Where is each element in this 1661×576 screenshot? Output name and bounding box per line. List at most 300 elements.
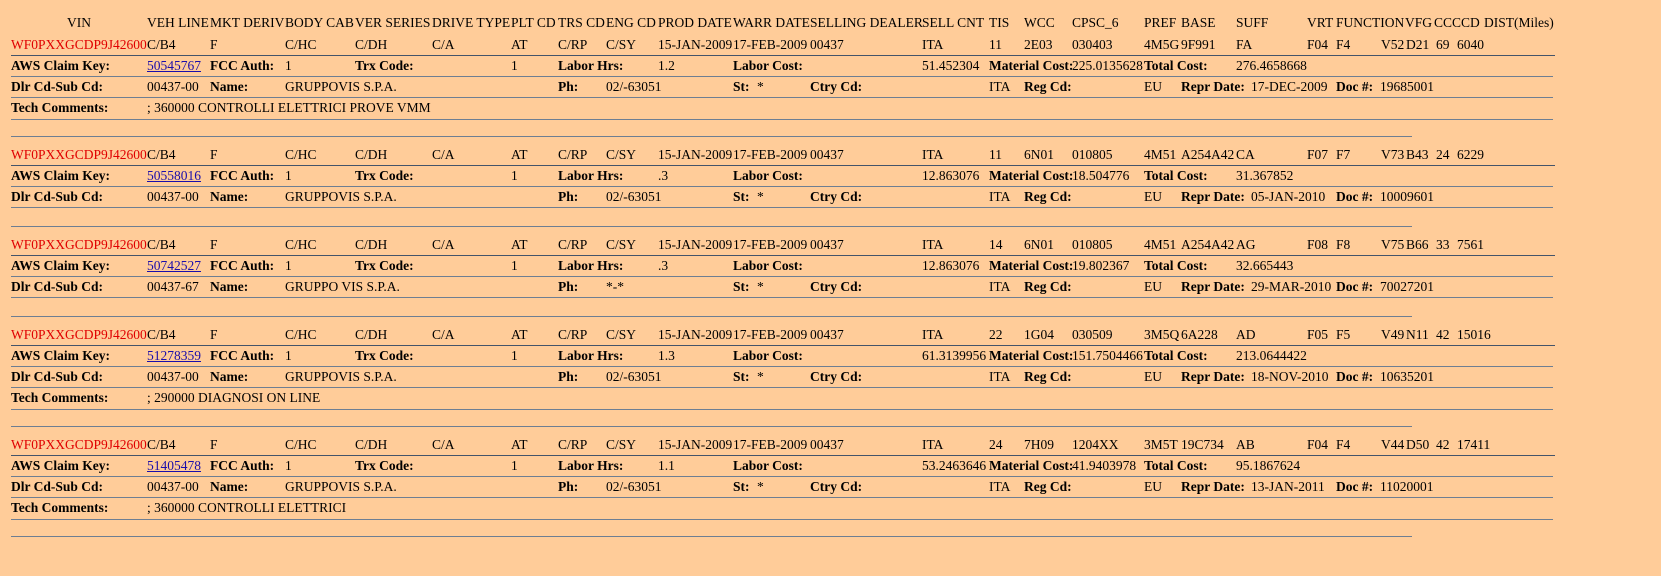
fcc-auth-value: 1 xyxy=(285,258,292,273)
record-dist: 7561 xyxy=(1457,237,1484,252)
record-mkt-deriv: F xyxy=(210,437,218,452)
record-trs-cd: C/RP xyxy=(558,327,588,342)
record-separator xyxy=(11,536,1412,537)
record-cpsc: 030509 xyxy=(1072,327,1113,342)
aws-claim-key-label: AWS Claim Key: xyxy=(11,258,110,273)
row-divider xyxy=(11,409,1553,410)
labor-hrs-value: .3 xyxy=(658,258,669,273)
record-wcc: 1G04 xyxy=(1024,327,1054,342)
material-cost-label: Material Cost: xyxy=(989,458,1074,473)
record-cd: 42 xyxy=(1436,327,1450,342)
record-plt-cd: AT xyxy=(511,327,528,342)
record-ccc: D21 xyxy=(1406,37,1430,52)
record-veh-line: C/B4 xyxy=(147,327,176,342)
dlr-cd-sub-cd-label: Dlr Cd-Sub Cd: xyxy=(11,479,104,494)
doc-no-value: 19685001 xyxy=(1380,79,1434,94)
record-pref: 3M5T xyxy=(1144,437,1178,452)
ctry-cd-label: Ctry Cd: xyxy=(810,279,863,294)
dealer-name-value: GRUPPOVIS S.P.A. xyxy=(285,189,397,204)
reg-cd-label: Reg Cd: xyxy=(1024,369,1072,384)
row-divider xyxy=(11,345,1555,346)
record-vfg: V49 xyxy=(1381,327,1405,342)
column-header: BASE xyxy=(1181,15,1216,30)
doc-no-label: Doc #: xyxy=(1336,79,1374,94)
column-header: PREF xyxy=(1144,15,1177,30)
total-cost-label: Total Cost: xyxy=(1144,58,1208,73)
record-cd: 33 xyxy=(1436,237,1450,252)
aws-claim-key-label: AWS Claim Key: xyxy=(11,348,110,363)
total-cost-label: Total Cost: xyxy=(1144,348,1208,363)
fcc-auth-label: FCC Auth: xyxy=(210,348,275,363)
record-vfg: V44 xyxy=(1381,437,1405,452)
phone-value: 02/-63051 xyxy=(606,369,662,384)
row-divider xyxy=(11,455,1555,456)
repr-date-label: Repr Date: xyxy=(1181,479,1245,494)
doc-no-value: 10009601 xyxy=(1380,189,1434,204)
column-header: VEH LINE xyxy=(147,15,209,30)
record-mkt-deriv: F xyxy=(210,327,218,342)
tech-comments-value: ; 360000 CONTROLLI ELETTRICI xyxy=(147,500,347,515)
record-selling-dealer: 00437 xyxy=(810,147,844,162)
total-cost-value: 31.367852 xyxy=(1236,168,1294,183)
dlr-cd-sub-cd-value: 00437-00 xyxy=(147,479,199,494)
repr-date-value: 13-JAN-2011 xyxy=(1251,479,1325,494)
repr-date-value: 17-DEC-2009 xyxy=(1251,79,1328,94)
record-vrt: F04 xyxy=(1307,437,1329,452)
record-suff: AG xyxy=(1236,237,1256,252)
row-divider xyxy=(11,366,1553,367)
record-warr-date: 17-FEB-2009 xyxy=(733,437,808,452)
record-mkt-deriv: F xyxy=(210,147,218,162)
record-veh-line: C/B4 xyxy=(147,237,176,252)
doc-no-label: Doc #: xyxy=(1336,279,1374,294)
record-drive-type: C/A xyxy=(432,237,455,252)
record-cd: 24 xyxy=(1436,147,1450,162)
record-cpsc: 010805 xyxy=(1072,147,1113,162)
labor-hrs-value: 1.1 xyxy=(658,458,675,473)
record-ver-series: C/DH xyxy=(355,237,388,252)
phone-label: Ph: xyxy=(558,369,579,384)
trx-code-value: 1 xyxy=(511,168,518,183)
reg-cd-value: EU xyxy=(1144,479,1162,494)
dlr-cd-sub-cd-value: 00437-67 xyxy=(147,279,199,294)
record-cpsc: 030403 xyxy=(1072,37,1113,52)
record-body-cab: C/HC xyxy=(285,437,317,452)
repr-date-value: 29-MAR-2010 xyxy=(1251,279,1332,294)
total-cost-value: 276.4658668 xyxy=(1236,58,1307,73)
record-vfg: V73 xyxy=(1381,147,1405,162)
record-eng-cd: C/SY xyxy=(606,147,637,162)
row-divider xyxy=(11,276,1553,277)
record-tis: 14 xyxy=(989,237,1003,252)
fcc-auth-label: FCC Auth: xyxy=(210,58,275,73)
trx-code-value: 1 xyxy=(511,348,518,363)
doc-no-value: 10635201 xyxy=(1380,369,1434,384)
row-divider xyxy=(11,497,1553,498)
tech-comments-label: Tech Comments: xyxy=(11,100,109,115)
material-cost-value: 41.9403978 xyxy=(1072,458,1137,473)
record-pref: 4M5G xyxy=(1144,37,1180,52)
trx-code-label: Trx Code: xyxy=(355,168,414,183)
material-cost-label: Material Cost: xyxy=(989,58,1074,73)
repr-date-label: Repr Date: xyxy=(1181,369,1245,384)
aws-claim-key-label: AWS Claim Key: xyxy=(11,58,110,73)
record-separator xyxy=(11,226,1412,227)
ctry-cd-value: ITA xyxy=(989,369,1011,384)
record-sell-cnt: ITA xyxy=(922,237,944,252)
dlr-cd-sub-cd-label: Dlr Cd-Sub Cd: xyxy=(11,189,104,204)
labor-cost-label: Labor Cost: xyxy=(733,58,803,73)
dealer-name-value: GRUPPOVIS S.P.A. xyxy=(285,79,397,94)
labor-hrs-label: Labor Hrs: xyxy=(558,258,624,273)
fcc-auth-label: FCC Auth: xyxy=(210,168,275,183)
record-prod-date: 15-JAN-2009 xyxy=(658,237,733,252)
record-ccc: D50 xyxy=(1406,437,1430,452)
labor-cost-label: Labor Cost: xyxy=(733,258,803,273)
record-trs-cd: C/RP xyxy=(558,147,588,162)
dealer-name-value: GRUPPO VIS S.P.A. xyxy=(285,279,400,294)
aws-claim-key-link[interactable]: 51405478 xyxy=(147,458,201,473)
material-cost-value: 151.7504466 xyxy=(1072,348,1143,363)
record-dist: 6229 xyxy=(1457,147,1484,162)
record-selling-dealer: 00437 xyxy=(810,37,844,52)
material-cost-label: Material Cost: xyxy=(989,348,1074,363)
record-prod-date: 15-JAN-2009 xyxy=(658,327,733,342)
dlr-cd-sub-cd-value: 00437-00 xyxy=(147,369,199,384)
column-header: PROD DATE xyxy=(658,15,732,30)
record-prod-date: 15-JAN-2009 xyxy=(658,37,733,52)
labor-cost-label: Labor Cost: xyxy=(733,458,803,473)
record-base: 9F991 xyxy=(1181,37,1216,52)
record-warr-date: 17-FEB-2009 xyxy=(733,327,808,342)
record-function: F8 xyxy=(1336,237,1351,252)
record-cd: 69 xyxy=(1436,37,1450,52)
ctry-cd-value: ITA xyxy=(989,479,1011,494)
doc-no-value: 11020001 xyxy=(1380,479,1434,494)
record-sell-cnt: ITA xyxy=(922,437,944,452)
record-veh-line: C/B4 xyxy=(147,37,176,52)
record-suff: AD xyxy=(1236,327,1256,342)
state-value: * xyxy=(757,479,764,494)
name-label: Name: xyxy=(210,189,249,204)
ctry-cd-value: ITA xyxy=(989,189,1011,204)
material-cost-label: Material Cost: xyxy=(989,168,1074,183)
dlr-cd-sub-cd-label: Dlr Cd-Sub Cd: xyxy=(11,279,104,294)
labor-cost-value: 12.863076 xyxy=(922,258,980,273)
record-body-cab: C/HC xyxy=(285,327,317,342)
ctry-cd-label: Ctry Cd: xyxy=(810,79,863,94)
record-ver-series: C/DH xyxy=(355,437,388,452)
reg-cd-value: EU xyxy=(1144,79,1162,94)
column-header: SELLING DEALER xyxy=(810,15,923,30)
repr-date-label: Repr Date: xyxy=(1181,279,1245,294)
phone-value: *-* xyxy=(606,279,624,294)
trx-code-label: Trx Code: xyxy=(355,348,414,363)
repr-date-label: Repr Date: xyxy=(1181,189,1245,204)
column-header: VER SERIES xyxy=(355,15,431,30)
total-cost-value: 32.665443 xyxy=(1236,258,1294,273)
state-value: * xyxy=(757,79,764,94)
reg-cd-value: EU xyxy=(1144,369,1162,384)
phone-value: 02/-63051 xyxy=(606,189,662,204)
column-header: SUFF xyxy=(1236,15,1269,30)
row-divider xyxy=(11,519,1553,520)
record-vfg: V75 xyxy=(1381,237,1405,252)
labor-cost-value: 61.3139956 xyxy=(922,348,987,363)
labor-cost-value: 51.452304 xyxy=(922,58,980,73)
column-header: CPSC_6 xyxy=(1072,15,1119,30)
dlr-cd-sub-cd-value: 00437-00 xyxy=(147,189,199,204)
record-wcc: 2E03 xyxy=(1024,37,1053,52)
record-tis: 11 xyxy=(989,37,1002,52)
name-label: Name: xyxy=(210,369,249,384)
repr-date-value: 05-JAN-2010 xyxy=(1251,189,1326,204)
record-warr-date: 17-FEB-2009 xyxy=(733,147,808,162)
record-sell-cnt: ITA xyxy=(922,147,944,162)
state-value: * xyxy=(757,279,764,294)
record-cpsc: 1204XX xyxy=(1072,437,1119,452)
repr-date-value: 18-NOV-2010 xyxy=(1251,369,1329,384)
column-header: TIS xyxy=(989,15,1010,30)
state-label: St: xyxy=(733,369,750,384)
record-body-cab: C/HC xyxy=(285,37,317,52)
trx-code-label: Trx Code: xyxy=(355,458,414,473)
record-drive-type: C/A xyxy=(432,327,455,342)
column-header: BODY CAB xyxy=(285,15,354,30)
record-function: F4 xyxy=(1336,437,1351,452)
record-wcc: 6N01 xyxy=(1024,237,1054,252)
state-label: St: xyxy=(733,189,750,204)
record-drive-type: C/A xyxy=(432,437,455,452)
record-tis: 22 xyxy=(989,327,1003,342)
aws-claim-key-link[interactable]: 50742527 xyxy=(147,258,201,273)
record-vin: WF0PXXGCDP9J42600 xyxy=(11,37,147,52)
labor-hrs-value: 1.3 xyxy=(658,348,675,363)
labor-hrs-label: Labor Hrs: xyxy=(558,458,624,473)
reg-cd-label: Reg Cd: xyxy=(1024,189,1072,204)
trx-code-value: 1 xyxy=(511,458,518,473)
record-ver-series: C/DH xyxy=(355,37,388,52)
reg-cd-label: Reg Cd: xyxy=(1024,479,1072,494)
column-header: VRT xyxy=(1307,15,1334,30)
phone-label: Ph: xyxy=(558,189,579,204)
record-plt-cd: AT xyxy=(511,37,528,52)
record-trs-cd: C/RP xyxy=(558,237,588,252)
total-cost-label: Total Cost: xyxy=(1144,168,1208,183)
phone-label: Ph: xyxy=(558,79,579,94)
total-cost-label: Total Cost: xyxy=(1144,258,1208,273)
record-separator xyxy=(11,136,1412,137)
column-header: CD xyxy=(1461,15,1480,30)
labor-hrs-value: .3 xyxy=(658,168,669,183)
phone-value: 02/-63051 xyxy=(606,79,662,94)
material-cost-value: 19.802367 xyxy=(1072,258,1130,273)
record-prod-date: 15-JAN-2009 xyxy=(658,437,733,452)
material-cost-label: Material Cost: xyxy=(989,258,1074,273)
doc-no-label: Doc #: xyxy=(1336,369,1374,384)
dealer-name-value: GRUPPOVIS S.P.A. xyxy=(285,479,397,494)
column-header: VIN xyxy=(67,15,91,30)
state-label: St: xyxy=(733,79,750,94)
record-mkt-deriv: F xyxy=(210,37,218,52)
ctry-cd-label: Ctry Cd: xyxy=(810,369,863,384)
phone-value: 02/-63051 xyxy=(606,479,662,494)
record-warr-date: 17-FEB-2009 xyxy=(733,237,808,252)
reg-cd-label: Reg Cd: xyxy=(1024,279,1072,294)
reg-cd-value: EU xyxy=(1144,279,1162,294)
material-cost-value: 225.0135628 xyxy=(1072,58,1143,73)
record-separator xyxy=(11,426,1412,427)
record-veh-line: C/B4 xyxy=(147,147,176,162)
record-dist: 15016 xyxy=(1457,327,1491,342)
fcc-auth-label: FCC Auth: xyxy=(210,258,275,273)
record-vin: WF0PXXGCDP9J42600 xyxy=(11,237,147,252)
aws-claim-key-link[interactable]: 50558016 xyxy=(147,168,201,183)
labor-hrs-label: Labor Hrs: xyxy=(558,348,624,363)
row-divider xyxy=(11,297,1553,298)
record-ccc: B66 xyxy=(1406,237,1429,252)
column-header: DIST(Miles) xyxy=(1484,15,1554,30)
fcc-auth-value: 1 xyxy=(285,168,292,183)
aws-claim-key-label: AWS Claim Key: xyxy=(11,458,110,473)
record-selling-dealer: 00437 xyxy=(810,327,844,342)
record-veh-line: C/B4 xyxy=(147,437,176,452)
state-value: * xyxy=(757,189,764,204)
record-mkt-deriv: F xyxy=(210,237,218,252)
record-vrt: F04 xyxy=(1307,37,1329,52)
record-wcc: 7H09 xyxy=(1024,437,1054,452)
record-selling-dealer: 00437 xyxy=(810,237,844,252)
record-tis: 11 xyxy=(989,147,1002,162)
record-vrt: F05 xyxy=(1307,327,1329,342)
column-header: PLT CD xyxy=(511,15,556,30)
record-base: A254A42 xyxy=(1181,147,1235,162)
record-plt-cd: AT xyxy=(511,237,528,252)
record-cpsc: 010805 xyxy=(1072,237,1113,252)
fcc-auth-label: FCC Auth: xyxy=(210,458,275,473)
record-wcc: 6N01 xyxy=(1024,147,1054,162)
record-base: 6A228 xyxy=(1181,327,1218,342)
record-suff: AB xyxy=(1236,437,1255,452)
dlr-cd-sub-cd-label: Dlr Cd-Sub Cd: xyxy=(11,369,104,384)
record-pref: 4M51 xyxy=(1144,147,1177,162)
record-selling-dealer: 00437 xyxy=(810,437,844,452)
trx-code-label: Trx Code: xyxy=(355,58,414,73)
row-divider xyxy=(11,255,1555,256)
trx-code-value: 1 xyxy=(511,258,518,273)
record-eng-cd: C/SY xyxy=(606,37,637,52)
row-divider xyxy=(11,186,1553,187)
state-value: * xyxy=(757,369,764,384)
column-header: WARR DATE xyxy=(733,15,810,30)
row-divider xyxy=(11,119,1553,120)
labor-cost-label: Labor Cost: xyxy=(733,348,803,363)
ctry-cd-label: Ctry Cd: xyxy=(810,479,863,494)
doc-no-label: Doc #: xyxy=(1336,189,1374,204)
labor-hrs-label: Labor Hrs: xyxy=(558,58,624,73)
name-label: Name: xyxy=(210,479,249,494)
ctry-cd-label: Ctry Cd: xyxy=(810,189,863,204)
reg-cd-label: Reg Cd: xyxy=(1024,79,1072,94)
column-header: TRS CD xyxy=(558,15,605,30)
record-plt-cd: AT xyxy=(511,437,528,452)
record-pref: 4M51 xyxy=(1144,237,1177,252)
row-divider xyxy=(11,476,1553,477)
tech-comments-label: Tech Comments: xyxy=(11,390,109,405)
name-label: Name: xyxy=(210,279,249,294)
record-sell-cnt: ITA xyxy=(922,37,944,52)
trx-code-value: 1 xyxy=(511,58,518,73)
tech-comments-value: ; 290000 DIAGNOSI ON LINE xyxy=(147,390,321,405)
aws-claim-key-link[interactable]: 51278359 xyxy=(147,348,201,363)
record-dist: 6040 xyxy=(1457,37,1484,52)
row-divider xyxy=(11,165,1555,166)
name-label: Name: xyxy=(210,79,249,94)
record-tis: 24 xyxy=(989,437,1003,452)
record-ccc: B43 xyxy=(1406,147,1429,162)
doc-no-value: 70027201 xyxy=(1380,279,1434,294)
record-ccc: N11 xyxy=(1406,327,1429,342)
state-label: St: xyxy=(733,279,750,294)
record-suff: FA xyxy=(1236,37,1253,52)
labor-cost-label: Labor Cost: xyxy=(733,168,803,183)
column-header: FUNCTION xyxy=(1336,15,1405,30)
row-divider xyxy=(11,387,1553,388)
record-vrt: F07 xyxy=(1307,147,1329,162)
record-body-cab: C/HC xyxy=(285,237,317,252)
column-header: ENG CD xyxy=(606,15,656,30)
material-cost-value: 18.504776 xyxy=(1072,168,1130,183)
record-drive-type: C/A xyxy=(432,147,455,162)
record-plt-cd: AT xyxy=(511,147,528,162)
total-cost-value: 95.1867624 xyxy=(1236,458,1301,473)
repr-date-label: Repr Date: xyxy=(1181,79,1245,94)
column-header: VFG xyxy=(1405,15,1433,30)
total-cost-label: Total Cost: xyxy=(1144,458,1208,473)
column-header: MKT DERIV xyxy=(210,15,285,30)
dlr-cd-sub-cd-label: Dlr Cd-Sub Cd: xyxy=(11,79,104,94)
labor-cost-value: 12.863076 xyxy=(922,168,980,183)
record-vin: WF0PXXGCDP9J42600 xyxy=(11,147,147,162)
doc-no-label: Doc #: xyxy=(1336,479,1374,494)
fcc-auth-value: 1 xyxy=(285,348,292,363)
record-warr-date: 17-FEB-2009 xyxy=(733,37,808,52)
record-function: F4 xyxy=(1336,37,1351,52)
record-pref: 3M5Q xyxy=(1144,327,1180,342)
record-cd: 42 xyxy=(1436,437,1450,452)
dealer-name-value: GRUPPOVIS S.P.A. xyxy=(285,369,397,384)
dlr-cd-sub-cd-value: 00437-00 xyxy=(147,79,199,94)
aws-claim-key-link[interactable]: 50545767 xyxy=(147,58,201,73)
record-sell-cnt: ITA xyxy=(922,327,944,342)
record-trs-cd: C/RP xyxy=(558,437,588,452)
ctry-cd-value: ITA xyxy=(989,79,1011,94)
labor-hrs-label: Labor Hrs: xyxy=(558,168,624,183)
row-divider xyxy=(11,55,1555,56)
phone-label: Ph: xyxy=(558,279,579,294)
record-dist: 17411 xyxy=(1457,437,1491,452)
record-prod-date: 15-JAN-2009 xyxy=(658,147,733,162)
record-suff: CA xyxy=(1236,147,1255,162)
record-function: F7 xyxy=(1336,147,1351,162)
row-divider xyxy=(11,97,1553,98)
record-body-cab: C/HC xyxy=(285,147,317,162)
reg-cd-value: EU xyxy=(1144,189,1162,204)
record-eng-cd: C/SY xyxy=(606,237,637,252)
record-ver-series: C/DH xyxy=(355,327,388,342)
column-header: DRIVE TYPE xyxy=(432,15,511,30)
fcc-auth-value: 1 xyxy=(285,58,292,73)
